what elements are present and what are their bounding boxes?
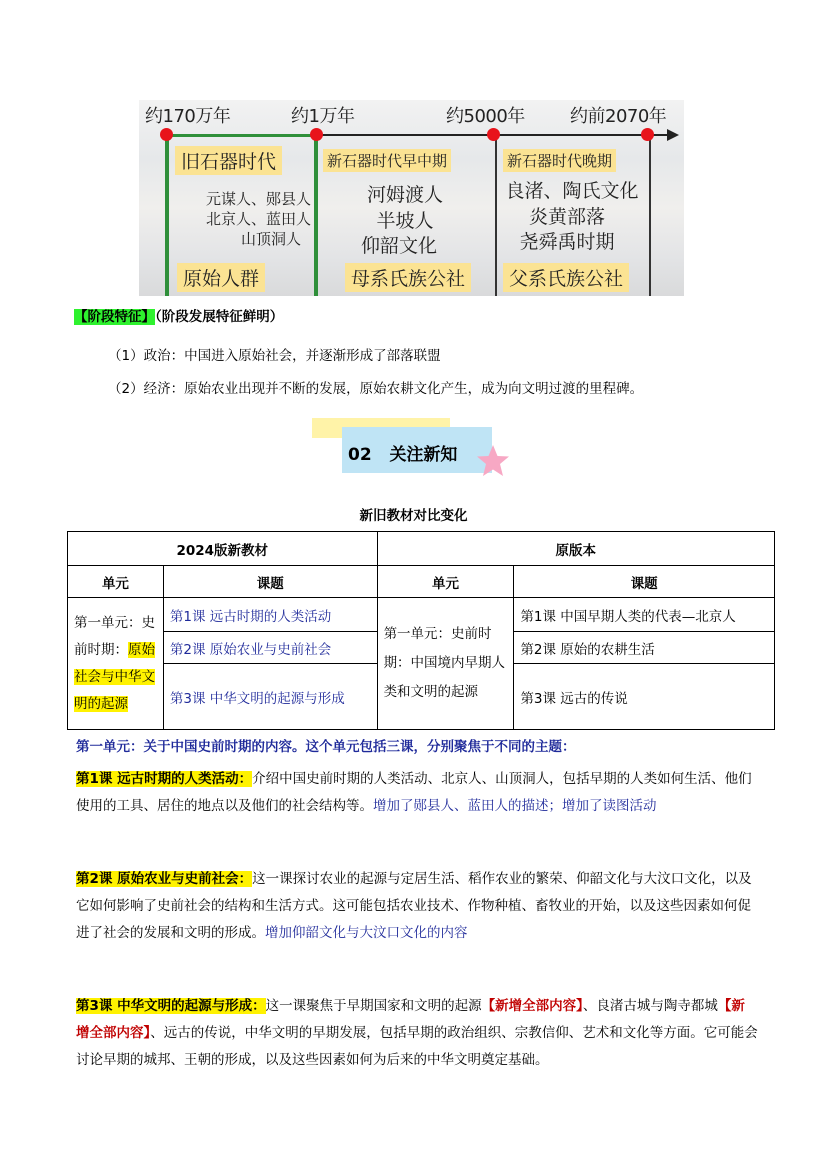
timeline-year-3: 约5000年 bbox=[446, 106, 525, 127]
society-label: 父系氏族公社 bbox=[503, 263, 629, 292]
lesson-2-change: 增加仰韶文化与大汶口文化的内容 bbox=[265, 925, 468, 941]
lesson-1-change: 增加了郧县人、蓝田人的描述；增加了读图活动 bbox=[373, 798, 657, 814]
stage-heading bbox=[74, 305, 283, 325]
timeline-year-2: 约1万年 bbox=[291, 106, 355, 127]
timeline-year-4: 约前2070年 bbox=[570, 106, 667, 127]
lesson-2-text: 这一课探讨农业的起源与定居生活、稻作农业的繁荣、仰韶文化与大汶口文化，以及它如何影响了史前社会的结构和生活方式。这可能包括农业技术、作物种植、畜牧业的开始，以及这些因素如何促进了社会的发展和文明的形成。 bbox=[76, 871, 752, 941]
lesson-3-title: 第3课 中华文明的起源与形成： bbox=[76, 998, 266, 1014]
new-lesson-3: 第3课 中华文明的起源与形成 bbox=[163, 664, 377, 730]
table-title: 新旧教材对比变化 bbox=[359, 508, 468, 524]
society-label: 原始人群 bbox=[177, 263, 265, 292]
period-label-late-neolithic: 新石器时代晚期 bbox=[503, 149, 616, 172]
timeline-divider-end bbox=[649, 136, 651, 296]
column-header-unit: 单元 bbox=[68, 566, 164, 598]
old-lesson-1: 第1课 中国早期人类的代表—北京人 bbox=[514, 598, 775, 632]
timeline-year-1: 约170万年 bbox=[145, 106, 231, 127]
lesson-2-title: 第2课 原始农业与史前社会： bbox=[76, 871, 253, 887]
old-textbook-header: 原版本 bbox=[377, 532, 774, 566]
new-unit-cell bbox=[68, 598, 164, 730]
old-unit-cell: 第一单元：史前时期：中国境内早期人类和文明的起源 bbox=[377, 598, 514, 730]
period-label-early-neolithic: 新石器时代早中期 bbox=[323, 149, 451, 172]
stage-politics: （1）政治：中国进入原始社会，并逐渐形成了部落联盟 bbox=[108, 348, 441, 364]
new-lesson-2: 第2课 原始农业与史前社会 bbox=[163, 632, 377, 664]
timeline-figure bbox=[139, 100, 684, 296]
site-text: 良渚、陶氏文化 bbox=[505, 180, 639, 202]
lesson-3-new-tag-2: 【新增全部内容】 bbox=[76, 998, 745, 1041]
column-header-unit: 单元 bbox=[377, 566, 514, 598]
new-unit-highlight: 原始社会与中华文明的起源 bbox=[74, 641, 155, 712]
timeline-dot-1 bbox=[160, 128, 173, 141]
period-label-paleolithic: 旧石器时代 bbox=[175, 146, 282, 175]
lesson-1-title: 第1课 远古时期的人类活动： bbox=[76, 771, 253, 787]
lesson-3-text-b: 、良渚古城与陶寺都城 bbox=[582, 998, 718, 1014]
lesson-2-paragraph bbox=[76, 866, 758, 947]
site-text: 山顶洞人 bbox=[240, 230, 301, 248]
lesson-3-text-a: 这一课聚焦于早期国家和文明的起源 bbox=[265, 998, 482, 1014]
new-unit-prefix: 第一单元：史前时期： bbox=[74, 614, 155, 658]
society-label: 母系氏族公社 bbox=[345, 263, 471, 292]
site-text: 仰韶文化 bbox=[360, 235, 437, 257]
lesson-1-paragraph bbox=[76, 766, 758, 820]
lesson-3-text-c: 、远古的传说，中华文明的早期发展，包括早期的政治组织、宗教信仰、艺术和文化等方面。它可能会讨论早期的城邦、王朝的形成，以及这些因素如何为后来的中华文明奠定基础。 bbox=[76, 1025, 758, 1068]
comparison-table bbox=[67, 531, 775, 730]
paleolithic-frame-left bbox=[165, 134, 169, 296]
timeline-dot-2 bbox=[310, 128, 323, 141]
timeline-dot-4 bbox=[641, 128, 654, 141]
section-number: 02 bbox=[348, 445, 372, 465]
stage-note: （阶段发展特征鲜明） bbox=[155, 309, 284, 325]
old-lesson-3: 第3课 远古的传说 bbox=[514, 664, 775, 730]
section-title-text: 关注新知 bbox=[389, 445, 458, 465]
site-text: 北京人、蓝田人 bbox=[205, 210, 311, 228]
timeline-arrowhead bbox=[667, 129, 679, 141]
paleolithic-frame-top bbox=[165, 134, 317, 137]
site-text: 元谋人、郧县人 bbox=[205, 190, 311, 208]
site-text: 河姆渡人 bbox=[366, 184, 443, 206]
stage-economy: （2）经济：原始农业出现并不断的发展，原始农耕文化产生，成为向文明过渡的里程碑。 bbox=[108, 381, 644, 397]
unit-intro: 第一单元：关于中国史前时期的内容。这个单元包括三课，分别聚焦于不同的主题： bbox=[76, 739, 576, 755]
site-text: 半坡人 bbox=[376, 210, 434, 232]
stage-tag: 【阶段特征】 bbox=[74, 309, 155, 325]
site-text: 尧舜禹时期 bbox=[519, 231, 615, 253]
column-header-lesson: 课题 bbox=[163, 566, 377, 598]
timeline-dot-3 bbox=[487, 128, 500, 141]
new-textbook-header: 2024版新教材 bbox=[68, 532, 378, 566]
site-text: 炎黄部落 bbox=[528, 206, 605, 228]
section-title bbox=[348, 440, 457, 465]
lesson-3-new-tag-1: 【新增全部内容】 bbox=[481, 998, 583, 1014]
column-header-lesson: 课题 bbox=[514, 566, 775, 598]
lesson-3-paragraph bbox=[76, 993, 758, 1074]
paleolithic-frame-right bbox=[314, 134, 318, 296]
new-lesson-1: 第1课 远古时期的人类活动 bbox=[163, 598, 377, 632]
star-icon bbox=[476, 444, 510, 478]
lesson-1-text: 介绍中国史前时期的人类活动、北京人、山顶洞人，包括早期的人类如何生活、他们使用的工具、居住的地点以及他们的社会结构等。 bbox=[76, 771, 752, 814]
old-lesson-2: 第2课 原始的农耕生活 bbox=[514, 632, 775, 664]
